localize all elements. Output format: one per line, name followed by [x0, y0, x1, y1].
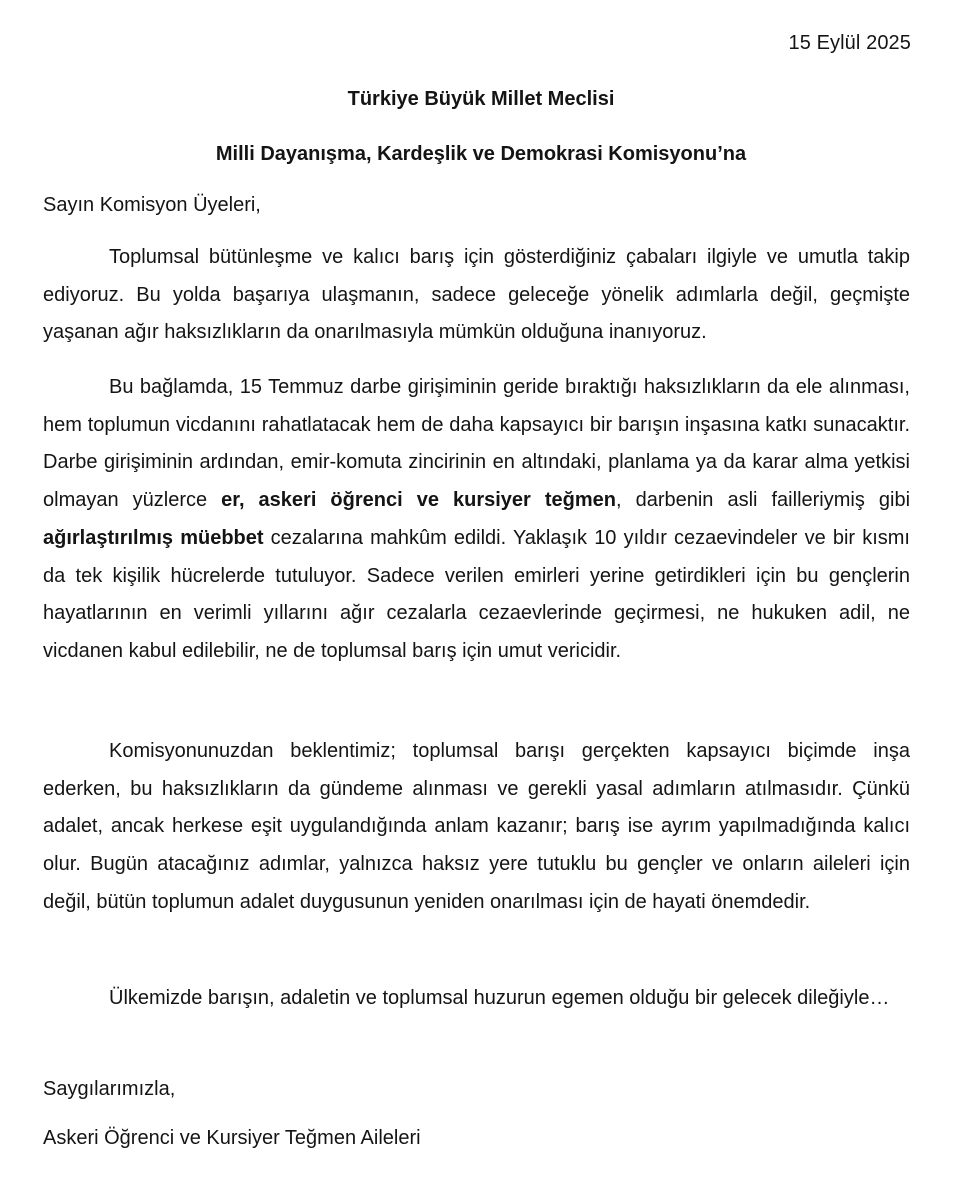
paragraph-2-text: cezalarına mahkûm edildi. Yaklaşık 10 yıldır cezaevindeler ve bir kısmı da tek kişilik hücrelerde tutuluyor. Sadece verilen emirleri yerine getirdikleri için bu gençlerin hayatlarının en verimli yıllarını ağır cezalarla cezaevlerinde geçirmesi, ne hukuken adil, ne vicdanen kabul edilebilir, ne de toplumsal barış için umut vericidir.	[43, 526, 910, 662]
paragraph-2-emphasis-convicts: er, askeri öğrenci ve kursiyer teğmen	[221, 489, 616, 512]
paragraph-2-text: Bu bağlamda, 15 Temmuz darbe girişiminin geride bıraktığı haksızlıkların da ele alınması, hem toplumun vicdanını rahatlatacak hem de daha kapsayıcı bir barışın inşasına katkı sunacaktır. Darbe girişiminin ardından, emir-komuta zincirinin en altındaki, planlama ya da karar alma yetkisi olmayan yüzlerce	[43, 376, 910, 512]
paragraph-3: Komisyonunuzdan beklentimiz; toplumsal barışı gerçekten kapsayıcı biçimde inşa ederken, bu haksızlıkların da gündeme alınması ve gerekli yasal adımların atılmasıdır. Çünkü adalet, ancak herkese eşit uygulandığında anlam kazanır; barış ise ayrım yapılmadığında kalıcı olur. Bugün atacağınız adımlar, yalnızca haksız yere tutuklu bu gençler ve onların aileleri için değil, bütün toplumun adalet duygusunun yeniden onarılması için de hayati önemdedir.	[43, 740, 910, 913]
salutation: Sayın Komisyon Üyeleri,	[43, 194, 261, 216]
paragraph-1: Toplumsal bütünleşme ve kalıcı barış için gösterdiğiniz çabaları ilgiyle ve umutla takip ediyoruz. Bu yolda başarıya ulaşmanın, sadece geleceğe yönelik adımlarla değil, geçmişte yaşanan ağır haksızlıkların da onarılmasıyla mümkün olduğuna inanıyoruz.	[43, 246, 910, 344]
paragraph-2	[43, 369, 910, 671]
letter-date: 15 Eylül 2025	[788, 32, 911, 54]
paragraph-2-emphasis-sentence: ağırlaştırılmış müebbet	[43, 526, 264, 549]
recipient-commission: Milli Dayanışma, Kardeşlik ve Demokrasi Komisyonu’na	[215, 143, 747, 165]
signature: Askeri Öğrenci ve Kursiyer Teğmen Aileleri	[43, 1127, 421, 1149]
paragraph-2-text: , darbenin asli failleriymiş gibi	[615, 489, 911, 512]
paragraph-4: Ülkemizde barışın, adaletin ve toplumsal huzurun egemen olduğu bir gelecek dileğiyle…	[109, 987, 890, 1009]
closing: Saygılarımızla,	[43, 1078, 176, 1100]
recipient-title: Türkiye Büyük Millet Meclisi	[347, 88, 615, 110]
